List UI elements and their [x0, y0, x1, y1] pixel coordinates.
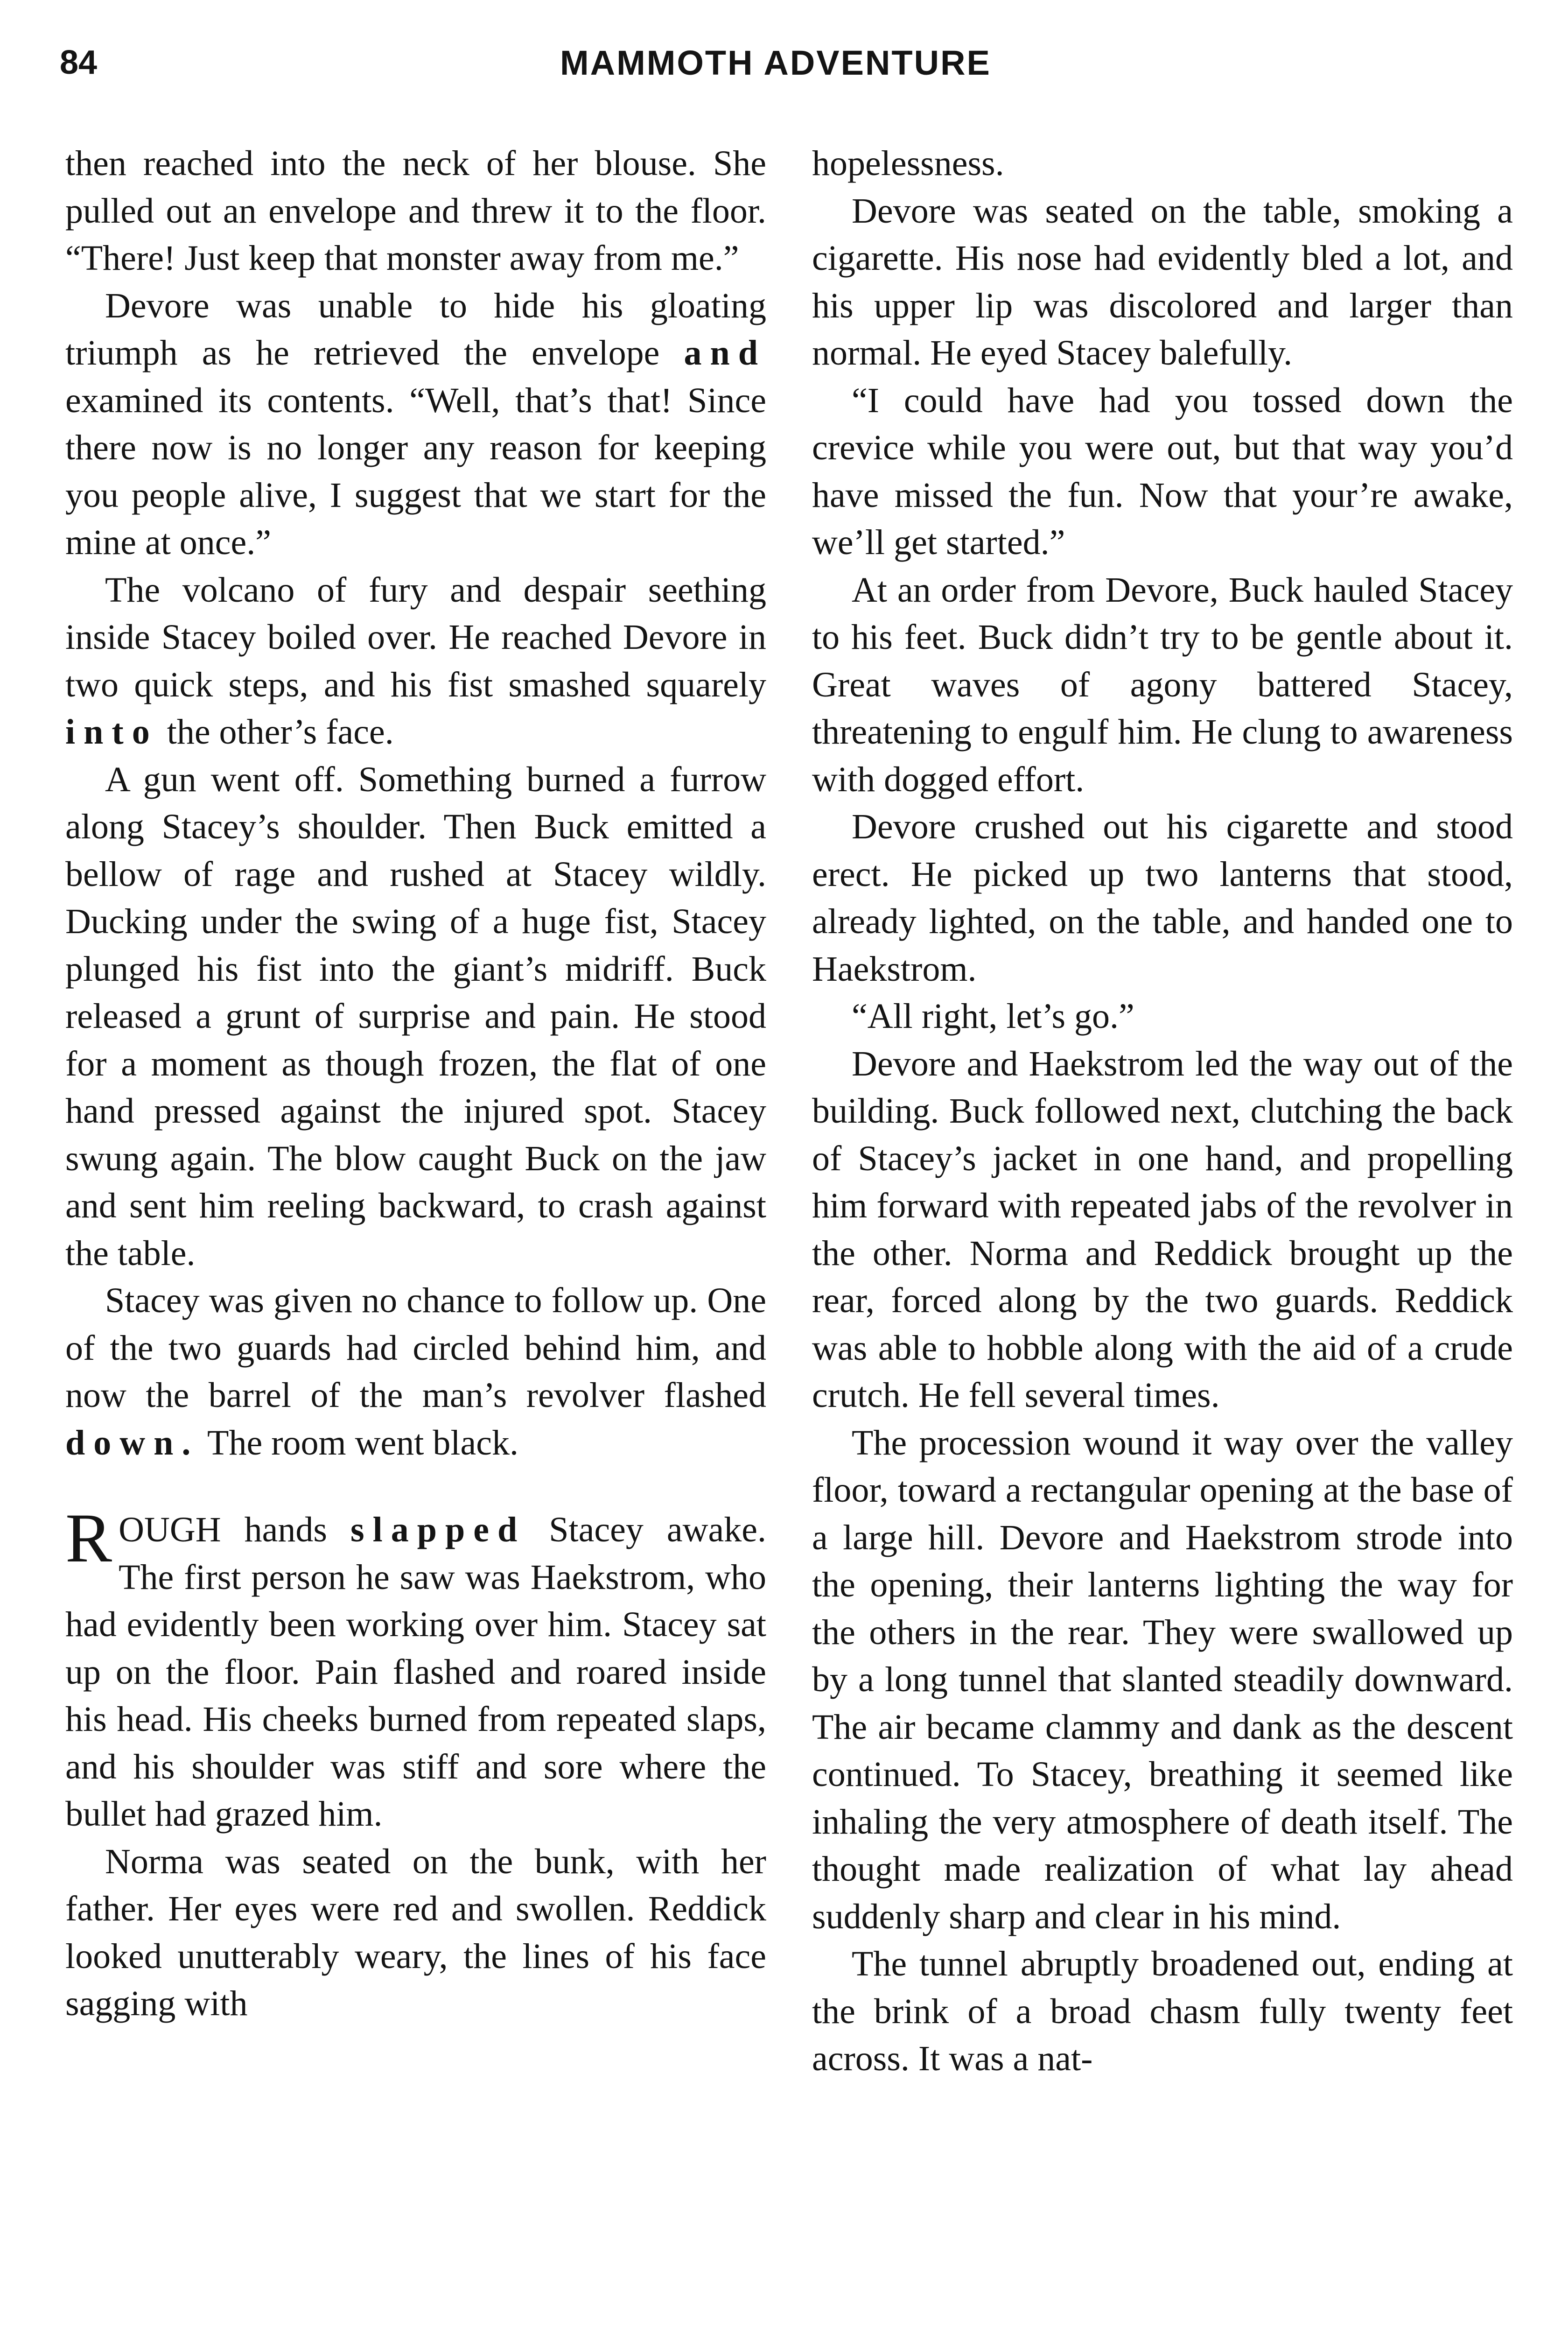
drop-cap: R	[65, 1499, 112, 1577]
left-column	[65, 140, 766, 2028]
paragraph: The procession wound it way over the valley floor, toward a rectangular opening at the base of a large hill. Devore and Haekstrom strode into the opening, their lanterns lighting the way for the others in the rear. They were swallowed up by a long tunnel that slanted steadily downward. The air became clammy and dank as the descent continued. To Stacey, breathing it seemed like inhaling the very atmosphere of death itself. The thought made realization of what lay ahead suddenly sharp and clear in his mind.	[812, 1423, 1513, 1936]
paragraph: A gun went off. Something burned a furrow along Stacey’s shoulder. Then Buck emitted a bellow of rage and rushed at Stacey wildly. Ducking under the swing of a huge fist, Stacey plunged his fist into the giant’s midriff. Buck released a grunt of surprise and pain. He stood for a moment as though frozen, the flat of one hand pressed against the injured spot. Stacey swung again. The blow caught Buck on the jaw and sent him reeling backward, to crash against the table.	[65, 759, 766, 1273]
paragraph: “I could have had you tossed down the crevice while you were out, but that way you’d have missed the fun. Now that your’re awake, we’ll get started.”	[812, 380, 1513, 562]
running-head: MAMMOTH ADVENTURE	[560, 43, 991, 82]
paragraph: then reached into the neck of her blouse. She pulled out an envelope and threw it to the floor. “There! Just keep that monster away from me.”	[65, 144, 766, 278]
paragraph: Devore crushed out his cigarette and stood erect. He picked up two lanterns that stood, already lighted, on the table, and handed one to Haekstrom.	[812, 807, 1513, 989]
paragraph: Devore was unable to hide his gloating triumph as he retrieved the envelope and examined its contents. “Well, that’s that! Since there now is no longer any reason for keeping you people alive, I suggest that we start for the mine at once.”	[65, 286, 766, 562]
right-column	[812, 140, 1513, 2083]
paragraph: The tunnel abruptly broadened out, ending at the brink of a broad chasm fully twenty feet across. It was a nat-	[812, 1944, 1513, 2078]
paragraph: “All right, let’s go.”	[852, 997, 1134, 1036]
page-number: 84	[60, 44, 98, 81]
paragraph: Stacey was given no chance to follow up. One of the two guards had circled behind him, and now the barrel of the man’s revolver flashed down. The room went black.	[65, 1281, 766, 1462]
paragraph: The volcano of fury and despair seething inside Stacey boiled over. He reached Devore in two quick steps, and his fist smashed squarely into the other’s face.	[65, 570, 766, 752]
section-opening-paragraph: ROUGH hands slapped Stacey awake. The first person he saw was Haekstrom, who had evidently been working over him. Stacey sat up on the floor. Pain flashed and roared inside his head. His cheeks burned from repeated slaps, and his shoulder was stiff and sore where the bullet had grazed him.	[65, 1499, 766, 1834]
paragraph: Devore was seated on the table, smoking a cigarette. His nose had evidently bled a lot, and his upper lip was discolored and larger than normal. He eyed Stacey balefully.	[812, 191, 1513, 373]
paragraph: Norma was seated on the bunk, with her father. Her eyes were red and swollen. Reddick looked unutterably weary, the lines of his face sagging with	[65, 1842, 766, 2023]
paragraph: hopelessness.	[812, 144, 1004, 183]
paragraph: At an order from Devore, Buck hauled Stacey to his feet. Buck didn’t try to be gentle about it. Great waves of agony battered Stacey, threatening to engulf him. He clung to awareness with dogged effort.	[812, 570, 1513, 799]
paragraph: Devore and Haekstrom led the way out of the building. Buck followed next, clutching the back of Stacey’s jacket in one hand, and propelling him forward with repeated jabs of the revolver in the other. Norma and Reddick brought up the rear, forced along by the two guards. Reddick was able to hobble along with the aid of a crude crutch. He fell several times.	[812, 1044, 1513, 1415]
